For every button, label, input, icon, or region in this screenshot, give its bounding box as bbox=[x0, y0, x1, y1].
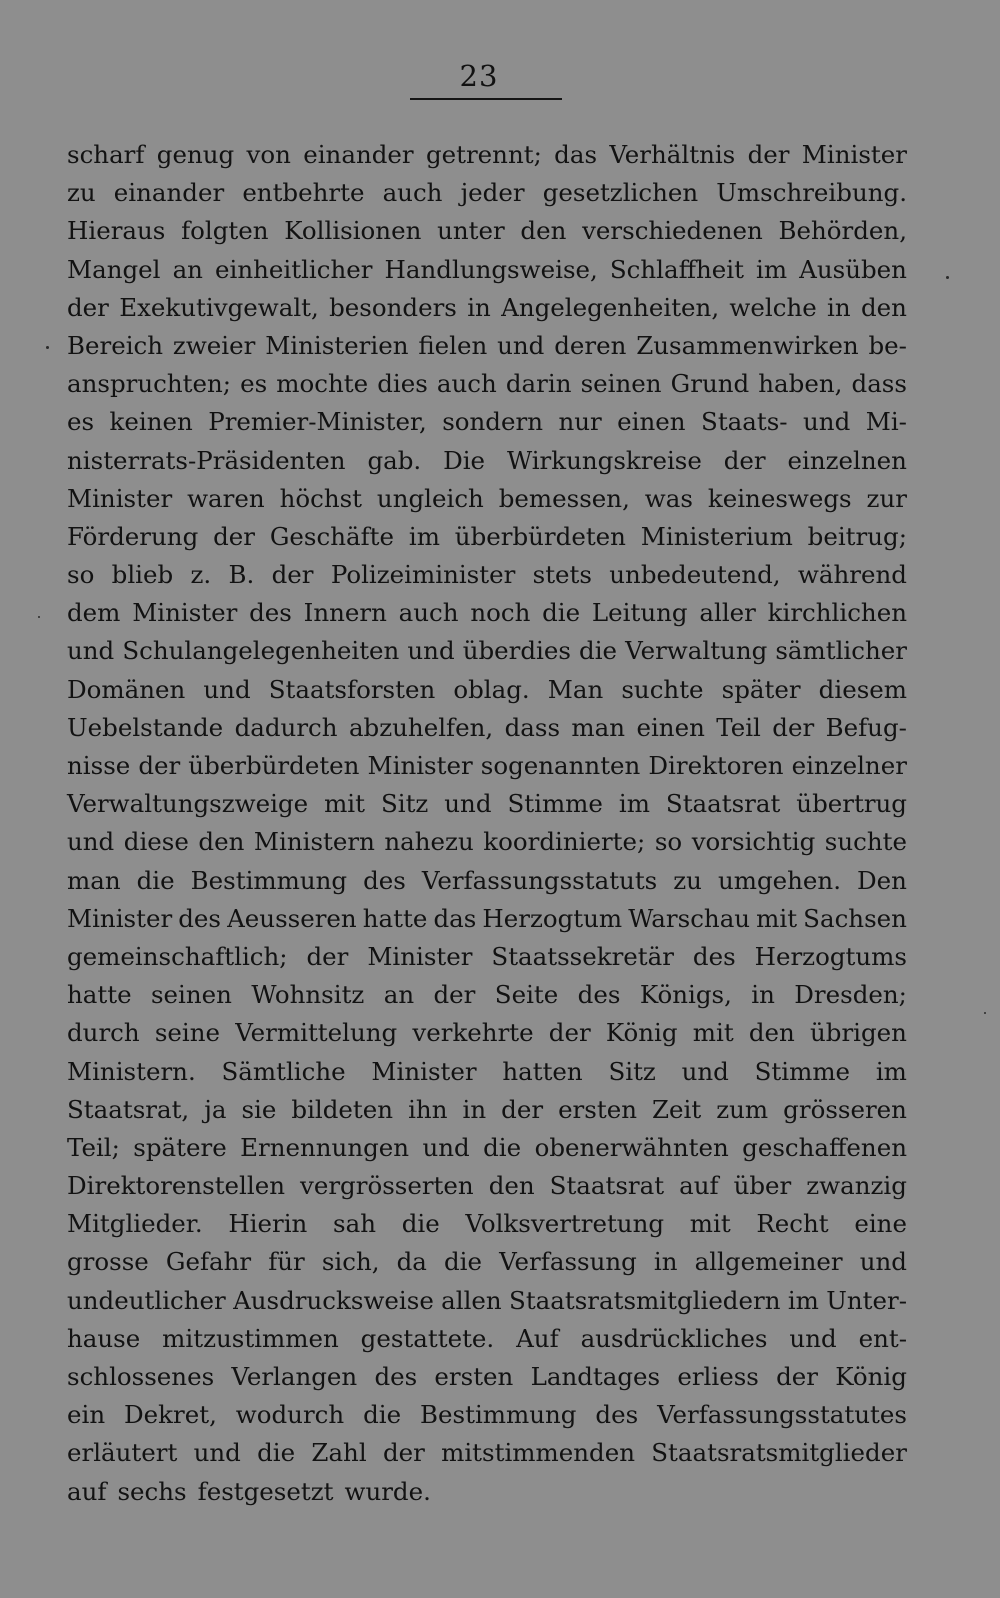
text-line: nisse der überbürdeten Minister sogenannten Direktoren einzelner bbox=[67, 751, 907, 780]
text-line: scharf genug von einander getrennt; das Verhältnis der Minister bbox=[67, 140, 907, 169]
text-line: Teil; spätere Ernennungen und die obenerwähnten geschaffenen bbox=[67, 1132, 907, 1162]
page-number-rule bbox=[410, 98, 562, 100]
text-line: hatte seinen Wohnsitz an der Seite des Königs, in Dresden; bbox=[67, 980, 907, 1010]
text-line: anspruchten; es mochte dies auch darin seinen Grund haben, dass bbox=[67, 369, 907, 399]
text-line: nisterrats-Präsidenten gab. Die Wirkungskreise der einzelnen bbox=[67, 445, 907, 475]
text-line: der Exekutivgewalt, besonders in Angelegenheiten, welche in den bbox=[67, 292, 907, 322]
text-line: schlossenes Verlangen des ersten Landtages erliess der König bbox=[67, 1362, 907, 1391]
page-number: 23 bbox=[459, 59, 499, 93]
text-line: Domänen und Staatsforsten oblag. Man suchte später diesem bbox=[67, 674, 907, 704]
text-line: Minister waren höchst ungleich bemessen, was keineswegs zur bbox=[67, 483, 907, 513]
text-line: erläutert und die Zahl der mitstimmenden Staatsratsmitglieder bbox=[67, 1438, 907, 1468]
print-speck bbox=[946, 276, 949, 279]
text-line: Direktorenstellen vergrösserten den Staatsrat auf über zwanzig bbox=[67, 1171, 907, 1201]
text-line: durch seine Vermittelung verkehrte der König mit den übrigen bbox=[67, 1018, 907, 1048]
text-line: gemeinschaftlich; der Minister Staatssekretär des Herzogtums bbox=[67, 941, 907, 971]
print-speck bbox=[38, 616, 40, 618]
text-line: man die Bestimmung des Verfassungsstatuts zu umgehen. Den bbox=[67, 865, 907, 895]
text-line: Mitglieder. Hierin sah die Volksvertretung mit Recht eine bbox=[67, 1209, 907, 1239]
text-line: grosse Gefahr für sich, da die Verfassung in allgemeiner und bbox=[67, 1247, 907, 1277]
text-line: Förderung der Geschäfte im überbürdeten Ministerium beitrug; bbox=[67, 521, 907, 551]
text-line: Mangel an einheitlicher Handlungsweise, Schlaffheit im Ausüben bbox=[67, 254, 907, 284]
text-line: zu einander entbehrte auch jeder gesetzlichen Umschreibung. bbox=[67, 178, 907, 208]
text-line: und diese den Ministern nahezu koordinierte; so vorsichtig suchte bbox=[67, 827, 907, 857]
text-line: Ministern. Sämtliche Minister hatten Sitz und Stimme im bbox=[67, 1056, 907, 1086]
text-line: Staatsrat, ja sie bildeten ihn in der ersten Zeit zum grösseren bbox=[67, 1094, 907, 1124]
text-line: ein Dekret, wodurch die Bestimmung des Verfassungsstatutes bbox=[67, 1400, 907, 1430]
text-line: Minister des Aeusseren hatte das Herzogtum Warschau mit Sachsen bbox=[67, 903, 907, 933]
text-line: Uebelstande dadurch abzuhelfen, dass man einen Teil der Befug- bbox=[67, 712, 907, 742]
text-line: Hieraus folgten Kollisionen unter den verschiedenen Behörden, bbox=[67, 216, 907, 246]
print-speck bbox=[984, 1012, 986, 1014]
text-line: auf sechs festgesetzt wurde. bbox=[67, 1476, 431, 1506]
text-line: undeutlicher Ausdrucksweise allen Staatsratsmitgliedern im Unter- bbox=[67, 1285, 907, 1315]
text-line: so blieb z. B. der Polizeiminister stets unbedeutend, während bbox=[67, 560, 907, 590]
text-line: Verwaltungszweige mit Sitz und Stimme im Staatsrat übertrug bbox=[67, 789, 907, 819]
text-line: und Schulangelegenheiten und überdies die Verwaltung sämtlicher bbox=[67, 636, 907, 666]
print-speck bbox=[46, 346, 49, 349]
text-line: dem Minister des Innern auch noch die Leitung aller kirchlichen bbox=[67, 598, 907, 628]
text-line: es keinen Premier-Minister, sondern nur einen Staats- und Mi- bbox=[67, 407, 907, 437]
text-line: Bereich zweier Ministerien fielen und deren Zusammenwirken be- bbox=[67, 330, 907, 360]
text-line: hause mitzustimmen gestattete. Auf ausdrückliches und ent- bbox=[67, 1323, 907, 1353]
body-text bbox=[67, 136, 907, 1511]
